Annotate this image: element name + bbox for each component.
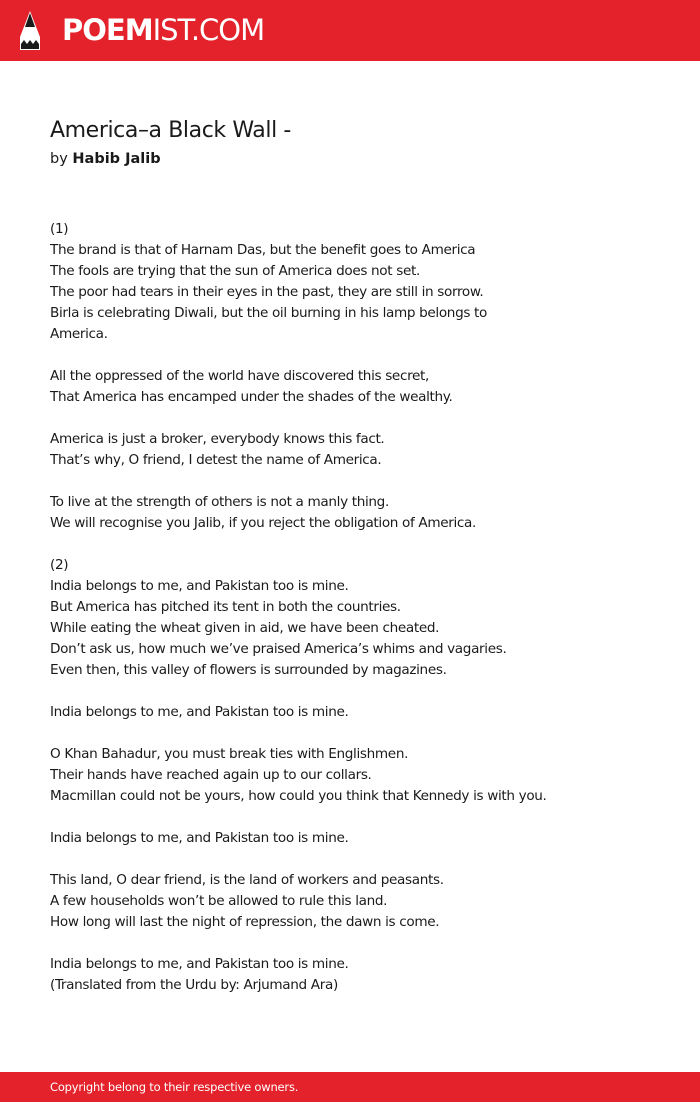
author-name: Habib Jalib [72,151,161,167]
logo-text-light: IST.COM [152,13,265,47]
logo-text-bold: POEM [62,13,153,47]
pencil-icon [18,10,42,52]
site-footer [0,1072,700,1102]
site-header [0,0,700,61]
poem-body: (1) The brand is that of Harnam Das, but the benefit goes to America The fools are trying that the sun of America does not set. The poor had tears in their eyes in the past, they are still in sorrow. Birla is celebrating Diwali, but the oil burning in his lamp belongs to America. All the oppressed of the world have discovered this secret, That America has encamped under the shades of the wealthy. America is just a broker, everybody knows this fact. That’s why, O friend, I detest the name of America. To live at the strength of others is not a manly thing. We will recognise you Jalib, if you reject the obligation of America. (2) India belongs to me, and Pakistan too is mine. But America has pitched its tent in both the countries. While eating the wheat given in aid, we have been cheated. Don’t ask us, how much we’ve praised America’s whims and vagaries. Even then, this valley of flowers is surrounded by magazines. India belongs to me, and Pakistan too is mine. O Khan Bahadur, you must break ties with Englishmen. Their hands have reached again up to our collars. Macmillan could not be yours, how could you think that Kennedy is with you. India belongs to me, and Pakistan too is mine. This land, O dear friend, is the land of workers and peasants. A few households won’t be allowed to rule this land. How long will last the night of repression, the dawn is come. India belongs to me, and Pakistan too is mine. (Translated from the Urdu by: Arjumand Ara) [50,221,547,993]
byline-prefix: by [50,151,68,167]
poem-title: America–a Black Wall - [50,118,291,143]
copyright-notice: Copyright belong to their respective owners. [50,1080,299,1094]
site-logo-link[interactable] [62,13,264,47]
byline [50,149,161,169]
